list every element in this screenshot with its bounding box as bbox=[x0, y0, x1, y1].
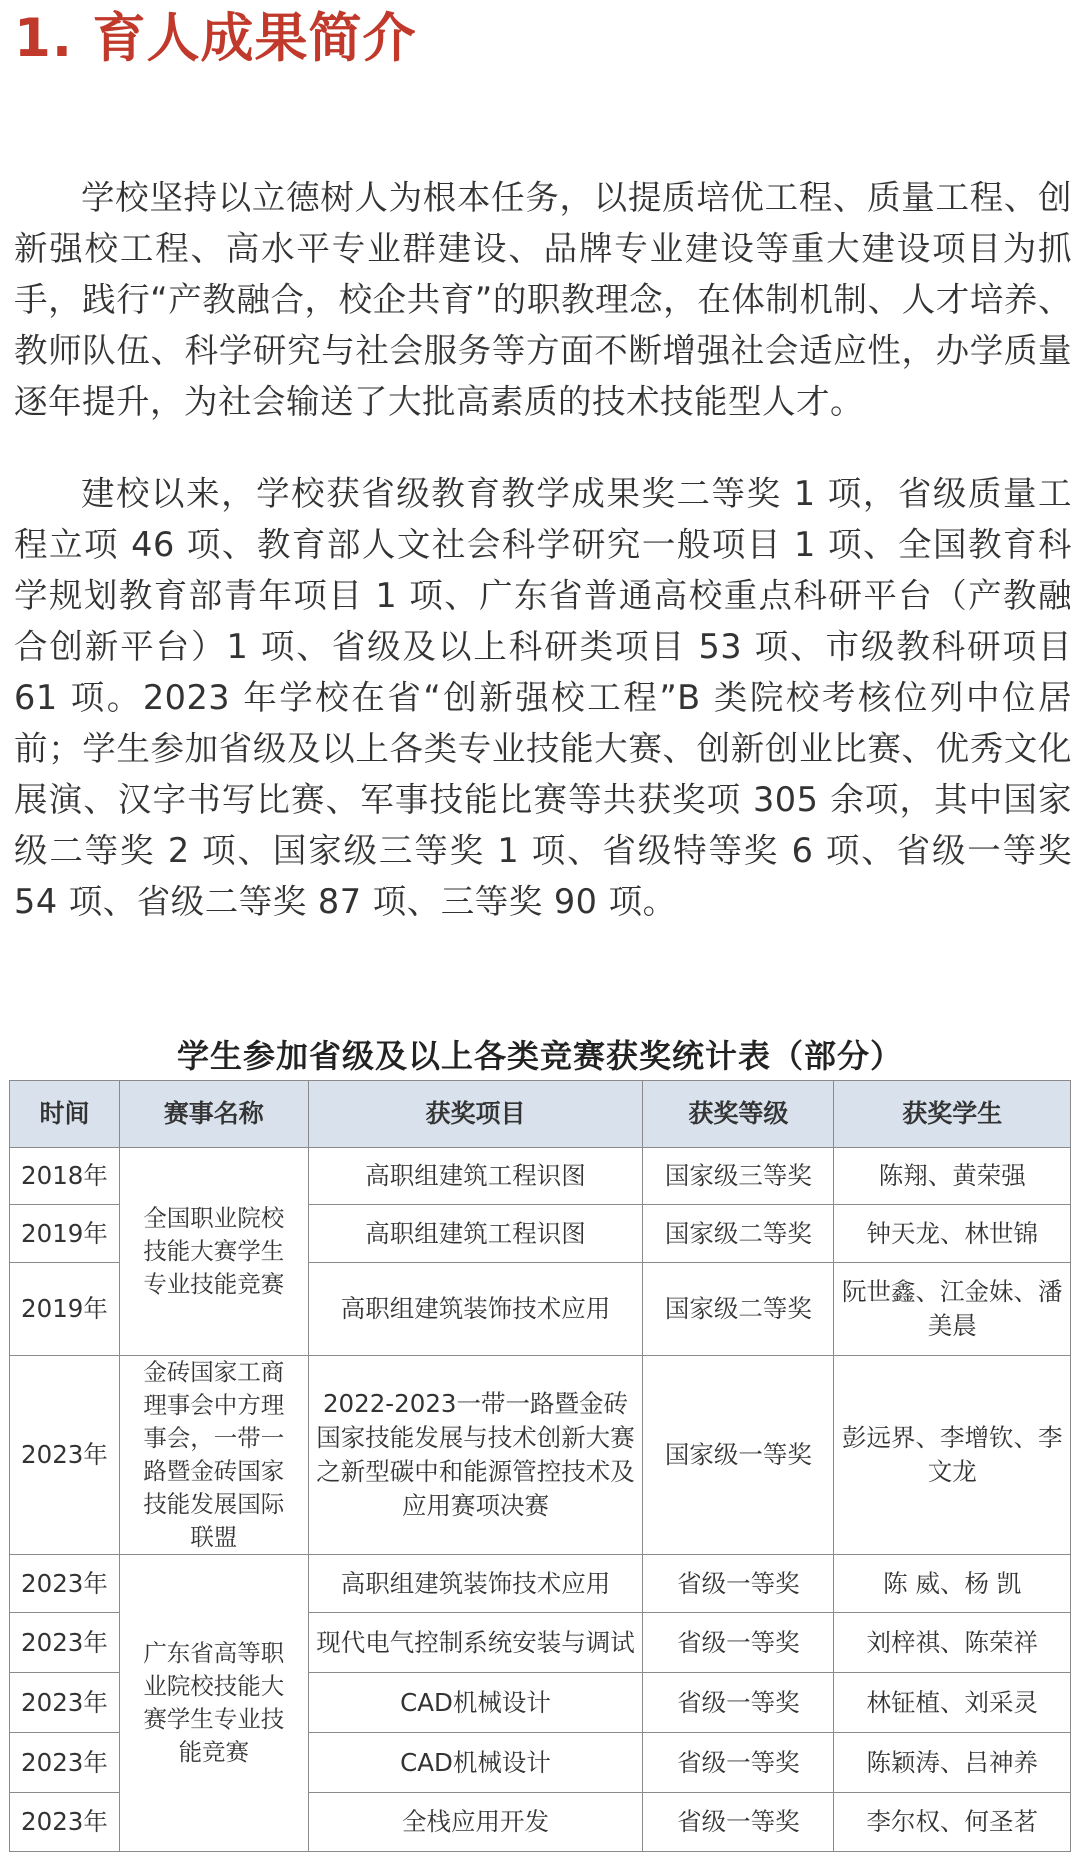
cell-students: 李尔权、何圣茗 bbox=[834, 1793, 1071, 1852]
cell-project: CAD机械设计 bbox=[308, 1673, 643, 1733]
cell-project: 高职组建筑工程识图 bbox=[308, 1148, 643, 1205]
header-event: 赛事名称 bbox=[119, 1081, 308, 1148]
cell-year: 2023年 bbox=[10, 1613, 120, 1673]
cell-students: 陈颖涛、吕神养 bbox=[834, 1733, 1071, 1793]
cell-level: 省级一等奖 bbox=[643, 1555, 834, 1613]
cell-project: 高职组建筑装饰技术应用 bbox=[308, 1555, 643, 1613]
table-header-row bbox=[10, 1081, 1071, 1148]
cell-project: 全栈应用开发 bbox=[308, 1793, 643, 1852]
cell-year: 2023年 bbox=[10, 1733, 120, 1793]
cell-year: 2023年 bbox=[10, 1793, 120, 1852]
cell-level: 国家级三等奖 bbox=[643, 1148, 834, 1205]
table-title: 学生参加省级及以上各类竞赛获奖统计表（部分） bbox=[176, 1037, 903, 1075]
table-row bbox=[10, 1148, 1071, 1205]
cell-event: 广东省高等职业院校技能大赛学生专业技能竞赛 bbox=[119, 1555, 308, 1852]
cell-level: 省级一等奖 bbox=[643, 1613, 834, 1673]
header-students: 获奖学生 bbox=[834, 1081, 1071, 1148]
cell-project: 高职组建筑装饰技术应用 bbox=[308, 1263, 643, 1356]
cell-students: 彭远界、李增钦、李文龙 bbox=[834, 1356, 1071, 1555]
header-project: 获奖项目 bbox=[308, 1081, 643, 1148]
cell-year: 2023年 bbox=[10, 1555, 120, 1613]
cell-year: 2019年 bbox=[10, 1205, 120, 1263]
table-row bbox=[10, 1356, 1071, 1555]
cell-year: 2023年 bbox=[10, 1356, 120, 1555]
cell-level: 省级一等奖 bbox=[643, 1733, 834, 1793]
cell-students: 钟天龙、林世锦 bbox=[834, 1205, 1071, 1263]
table-row bbox=[10, 1555, 1071, 1613]
cell-year: 2019年 bbox=[10, 1263, 120, 1356]
cell-level: 国家级二等奖 bbox=[643, 1205, 834, 1263]
cell-year: 2018年 bbox=[10, 1148, 120, 1205]
cell-level: 国家级二等奖 bbox=[643, 1263, 834, 1356]
header-level: 获奖等级 bbox=[643, 1081, 834, 1148]
header-time: 时间 bbox=[10, 1081, 120, 1148]
achievements-paragraph: 建校以来，学校获省级教育教学成果奖二等奖 1 项，省级质量工程立项 46 项、教育部人文社会科学研究一般项目 1 项、全国教育科学规划教育部青年项目 1 项、广东省普通高校重点科研平台（产教融合创新平台）1 项、省级及以上科研类项目 53 项、市级教科研项目 61 项。2023 年学校在省“创新强校工程”B 类院校考核位列中位居前；学生参加省级及以上各类专业技能大赛、创新创业比赛、优秀文化展演、汉字书写比赛、军事技能比赛等共获奖项 305 余项，其中国家级二等奖 2 项、国家级三等奖 1 项、省级特等奖 6 项、省级一等奖 54 项、省级二等奖 87 项、三等奖 90 项。 bbox=[14, 474, 1072, 921]
cell-event: 金砖国家工商理事会中方理事会，一带一路暨金砖国家技能发展国际联盟 bbox=[119, 1356, 308, 1555]
cell-students: 林钲植、刘采灵 bbox=[834, 1673, 1071, 1733]
cell-project: 现代电气控制系统安装与调试 bbox=[308, 1613, 643, 1673]
cell-students: 阮世鑫、江金妹、潘美晨 bbox=[834, 1263, 1071, 1356]
cell-students: 刘梓祺、陈荣祥 bbox=[834, 1613, 1071, 1673]
cell-event: 全国职业院校技能大赛学生专业技能竞赛 bbox=[119, 1148, 308, 1356]
cell-project: 2022-2023一带一路暨金砖国家技能发展与技术创新大赛之新型碳中和能源管控技术及应用赛项决赛 bbox=[308, 1356, 643, 1555]
cell-level: 国家级一等奖 bbox=[643, 1356, 834, 1555]
cell-level: 省级一等奖 bbox=[643, 1793, 834, 1852]
awards-table bbox=[9, 1080, 1071, 1852]
cell-students: 陈 威、杨 凯 bbox=[834, 1555, 1071, 1613]
cell-project: 高职组建筑工程识图 bbox=[308, 1205, 643, 1263]
cell-level: 省级一等奖 bbox=[643, 1673, 834, 1733]
section-title: 1. 育人成果简介 bbox=[14, 8, 417, 69]
cell-project: CAD机械设计 bbox=[308, 1733, 643, 1793]
cell-year: 2023年 bbox=[10, 1673, 120, 1733]
intro-paragraph: 学校坚持以立德树人为根本任务，以提质培优工程、质量工程、创新强校工程、高水平专业群建设、品牌专业建设等重大建设项目为抓手，践行“产教融合，校企共育”的职教理念，在体制机制、人才培养、教师队伍、科学研究与社会服务等方面不断增强社会适应性，办学质量逐年提升，为社会输送了大批高素质的技术技能型人才。 bbox=[14, 178, 1072, 421]
cell-students: 陈翔、黄荣强 bbox=[834, 1148, 1071, 1205]
